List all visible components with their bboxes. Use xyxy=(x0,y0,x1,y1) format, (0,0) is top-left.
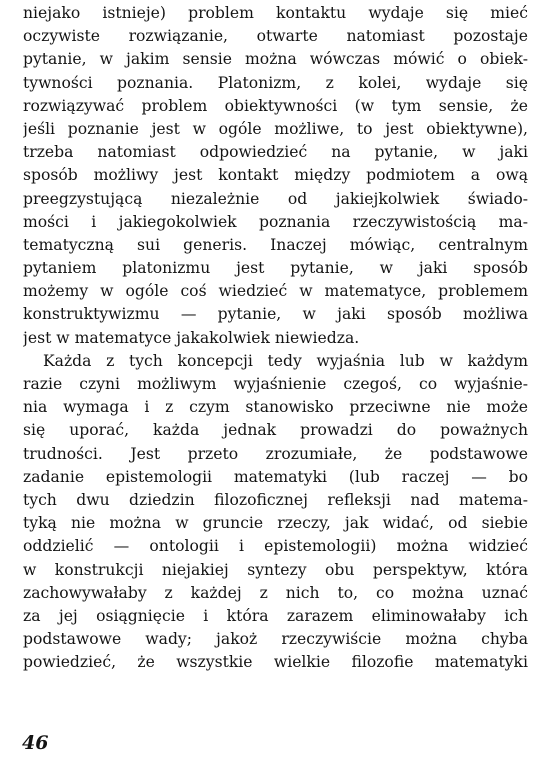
text-line: tematyczną sui generis. Inaczej mówiąc, centralnym xyxy=(23,235,528,254)
text-line: oddzielić — ontologii i epistemologii) można widzieć xyxy=(23,537,528,556)
page-number: 46 xyxy=(22,732,49,754)
paragraph-1 xyxy=(23,2,528,350)
text-line: sposób możliwy jest kontakt między podmiotem a ową xyxy=(23,166,528,185)
text-line: jest w matematyce jakakolwiek niewiedza. xyxy=(23,328,360,347)
text-line: nia wymaga i z czym stanowisko przeciwne nie może xyxy=(23,398,528,417)
text-line: pytaniem platonizmu jest pytanie, w jaki sposób xyxy=(23,259,528,278)
paragraph-2 xyxy=(23,350,528,675)
text-line: tyką nie można w gruncie rzeczy, jak widać, od siebie xyxy=(23,514,528,533)
text-line: możemy w ogóle coś wiedzieć w matematyce, problemem xyxy=(23,282,528,301)
text-line: niejako istnieje) problem kontaktu wydaje się mieć xyxy=(23,4,528,22)
text-line: się uporać, każda jednak prowadzi do poważnych xyxy=(23,421,528,440)
text-line: konstruktywizmu — pytanie, w jaki sposób możliwa xyxy=(23,305,528,324)
text-line: preegzystującą niezależnie od jakiejkolwiek świado- xyxy=(23,189,528,208)
text-line: powiedzieć, że wszystkie wielkie filozofie matematyki xyxy=(23,653,528,672)
text-line: w konstrukcji niejakiej syntezy obu perspektyw, która xyxy=(23,560,528,579)
text-line: podstawowe wady; jakoż rzeczywiście można chyba xyxy=(23,630,528,649)
text-line: jeśli poznanie jest w ogóle możliwe, to jest obiektywne), xyxy=(23,119,528,138)
text-line: trzeba natomiast odpowiedzieć na pytanie, w jaki xyxy=(23,143,528,162)
text-line: tych dwu dziedzin filozoficznej refleksji nad matema- xyxy=(23,490,528,509)
text-line: razie czyni możliwym wyjaśnienie czegoś, co wyjaśnie- xyxy=(23,375,528,393)
text-line: trudności. Jest przeto zrozumiałe, że podstawowe xyxy=(23,444,528,463)
text-line: zachowywałaby z każdej z nich to, co można uznać xyxy=(23,583,528,602)
text-body xyxy=(23,2,528,674)
text-line: Każda z tych koncepcji tedy wyjaśnia lub w każdym xyxy=(43,351,528,370)
text-line: zadanie epistemologii matematyki (lub raczej — bo xyxy=(23,467,528,486)
text-line: pytanie, w jakim sensie można wówczas mówić o obiek- xyxy=(23,50,528,69)
text-line: oczywiste rozwiązanie, otwarte natomiast pozostaje xyxy=(23,27,528,46)
text-line: rozwiązywać problem obiektywności (w tym sensie, że xyxy=(23,96,528,115)
text-line: mości i jakiegokolwiek poznania rzeczywistością ma- xyxy=(23,212,528,231)
text-line: tywności poznania. Platonizm, z kolei, wydaje się xyxy=(23,73,528,92)
text-line: za jej osiągnięcie i która zarazem eliminowałaby ich xyxy=(23,606,528,625)
